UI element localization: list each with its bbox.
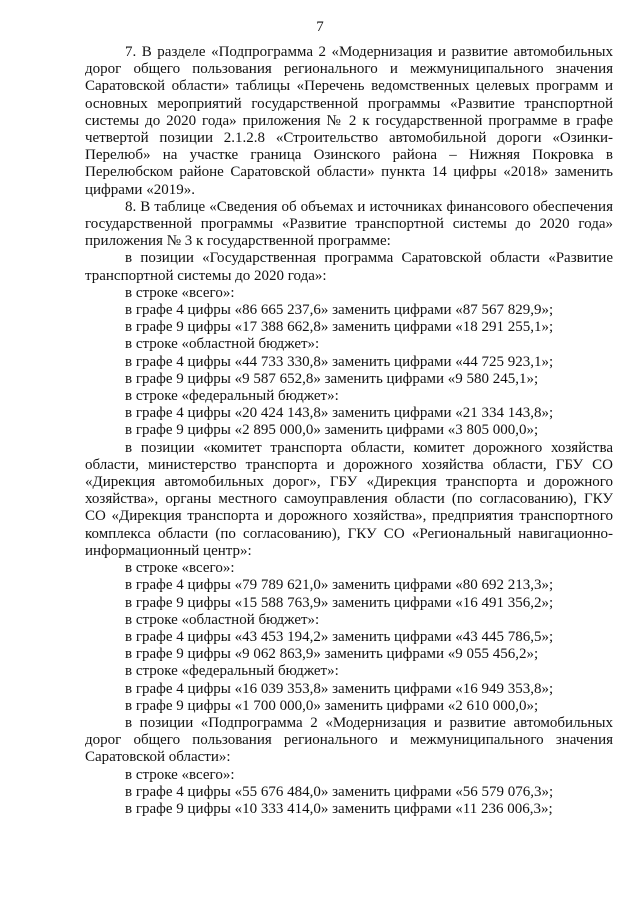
position-subprogram-2: в позиции «Подпрограмма 2 «Модернизация и развитие автомобильных дорог общего пользования регионального и межмуниципального значения Саратовской области»: xyxy=(85,714,613,766)
row-regional-budget-heading: в строке «областной бюджет»: xyxy=(125,336,320,353)
change-line: в графе 4 цифры «55 676 484,0» заменить цифрами «56 579 076,3»; xyxy=(125,783,554,800)
change-line: в графе 9 цифры «9 587 652,8» заменить цифрами «9 580 245,1»; xyxy=(125,370,539,387)
change-line: в графе 4 цифры «16 039 353,8» заменить цифрами «16 949 353,8»; xyxy=(125,680,554,697)
change-line: в графе 4 цифры «86 665 237,6» заменить цифрами «87 567 829,9»; xyxy=(125,302,554,319)
document-body xyxy=(85,44,613,818)
paragraph-item-8: 8. В таблице «Сведения об объемах и источниках финансового обеспечения государственной программы «Развитие транспортной системы до 2020 года» приложения № 3 к государственной программе: xyxy=(85,198,613,250)
row-federal-budget-heading: в строке «федеральный бюджет»: xyxy=(125,663,339,680)
row-federal-budget-heading: в строке «федеральный бюджет»: xyxy=(125,388,339,405)
change-line: в графе 9 цифры «1 700 000,0» заменить цифрами «2 610 000,0»; xyxy=(125,697,539,714)
change-line: в графе 9 цифры «15 588 763,9» заменить цифрами «16 491 356,2»; xyxy=(125,594,554,611)
change-line: в графе 9 цифры «9 062 863,9» заменить цифрами «9 055 456,2»; xyxy=(125,646,539,663)
change-line: в графе 9 цифры «17 388 662,8» заменить цифрами «18 291 255,1»; xyxy=(125,319,554,336)
change-line: в графе 4 цифры «20 424 143,8» заменить цифрами «21 334 143,8»; xyxy=(125,405,554,422)
page-number: 7 xyxy=(316,19,324,35)
row-regional-budget-heading: в строке «областной бюджет»: xyxy=(125,611,320,628)
change-line: в графе 9 цифры «10 333 414,0» заменить цифрами «11 236 006,3»; xyxy=(125,800,553,817)
change-line: в графе 4 цифры «79 789 621,0» заменить цифрами «80 692 213,3»; xyxy=(125,577,554,594)
row-total-heading: в строке «всего»: xyxy=(125,560,235,577)
change-line: в графе 4 цифры «44 733 330,8» заменить цифрами «44 725 923,1»; xyxy=(125,353,554,370)
paragraph-item-7: 7. В разделе «Подпрограмма 2 «Модернизация и развитие автомобильных дорог общего пользования регионального и межмуниципального значения Саратовской области» таблицы «Перечень ведомственных целевых программ и основных мероприятий государственной программы «Развитие транспортной системы до 2020 года» приложения № 2 к государственной программе в графе четвертой позиции 2.1.2.8 «Строительство автомобильной дороги «Озинки-Перелюб» на участке граница Озинского района – Нижняя Покровка в Перелюбском районе Саратовской области» пункта 14 цифры «2018» заменить цифрами «2019». xyxy=(85,44,613,198)
change-line: в графе 4 цифры «43 453 194,2» заменить цифрами «43 445 786,5»; xyxy=(125,628,554,645)
row-total-heading: в строке «всего»: xyxy=(125,766,235,783)
change-line: в графе 9 цифры «2 895 000,0» заменить цифрами «3 805 000,0»; xyxy=(125,422,539,439)
position-state-program: в позиции «Государственная программа Саратовской области «Развитие транспортной системы до 2020 года»: xyxy=(85,250,613,284)
position-transport-committee: в позиции «комитет транспорта области, комитет дорожного хозяйства области, министерство транспорта и дорожного хозяйства области, ГБУ СО «Дирекция автомобильных дорог», ГБУ «Дирекция транспорта и дорожного хозяйства», органы местного самоуправления области (по согласованию), ГКУ СО «Дирекция транспорта и дорожного хозяйства», предприятия транспортного комплекса области (по согласованию), ГКУ СО «Региональный навигационно-информационный центр»: xyxy=(85,439,613,559)
row-total-heading: в строке «всего»: xyxy=(125,284,235,301)
